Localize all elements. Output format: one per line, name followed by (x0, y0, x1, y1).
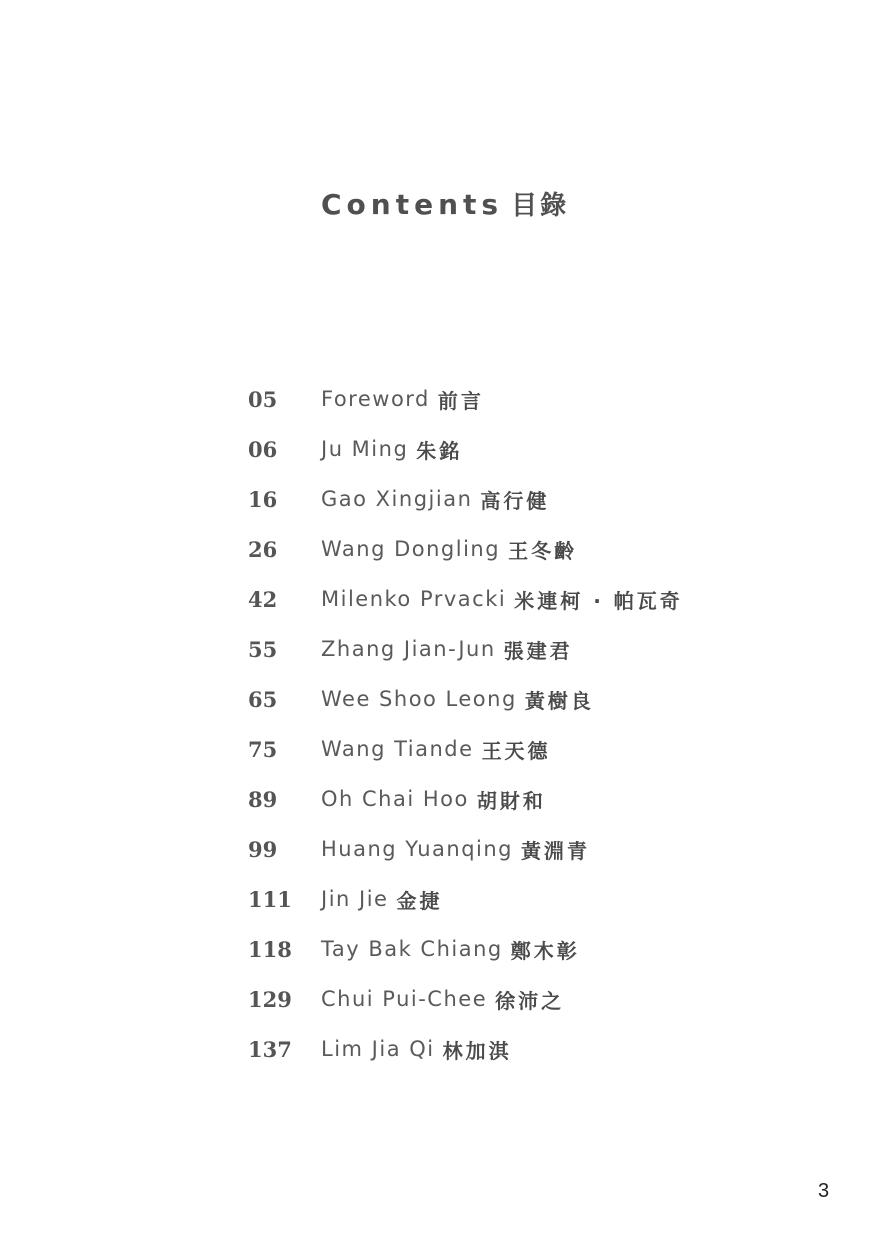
toc-page-number: 06 (248, 436, 278, 462)
toc-entry-wee-shoo-leong[interactable] (248, 674, 808, 724)
table-of-contents (248, 374, 808, 1074)
toc-entry-jin-jie[interactable] (248, 874, 808, 924)
toc-entry-title: Huang Yuanqing (321, 837, 513, 861)
toc-entry-title: Tay Bak Chiang (321, 937, 503, 961)
toc-entry-oh-chai-hoo[interactable] (248, 774, 808, 824)
toc-entry-huang-yuanqing[interactable] (248, 824, 808, 874)
toc-entry-chinese-title: 胡財和 (476, 788, 546, 813)
toc-entry-chinese-title: 王天德 (481, 738, 551, 763)
toc-page-number: 99 (248, 836, 278, 862)
toc-page-number: 111 (248, 886, 292, 912)
toc-page-number: 26 (248, 536, 278, 562)
toc-page-number: 16 (248, 486, 278, 512)
toc-entry-zhang-jian-jun[interactable] (248, 624, 808, 674)
toc-page-number: 75 (248, 736, 278, 762)
toc-entry-lim-jia-qi[interactable] (248, 1024, 808, 1074)
toc-entry-chinese-title: 林加淇 (442, 1038, 512, 1063)
toc-entry-title: Chui Pui-Chee (321, 987, 488, 1011)
toc-entry-title: Wang Tiande (321, 737, 474, 761)
toc-entry-title: Wee Shoo Leong (321, 687, 517, 711)
toc-page-number: 65 (248, 686, 278, 712)
toc-entry-gao-xingjian[interactable] (248, 474, 808, 524)
page-title-chinese: 目錄 (511, 191, 570, 221)
toc-entry-chinese-title: 高行健 (480, 488, 550, 513)
toc-entry-wang-dongling[interactable] (248, 524, 808, 574)
toc-entry-wang-tiande[interactable] (248, 724, 808, 774)
toc-page-number: 89 (248, 786, 278, 812)
page-title (321, 183, 569, 223)
toc-entry-title: Milenko Prvacki (321, 587, 507, 611)
toc-entry-chinese-title: 黃淵青 (521, 838, 590, 863)
toc-entry-chinese-title: 徐沛之 (495, 988, 565, 1013)
page-number-folio: 3 (818, 1180, 830, 1202)
toc-entry-title: Oh Chai Hoo (321, 787, 469, 811)
toc-entry-chinese-title: 前言 (437, 388, 484, 413)
toc-page-number: 05 (248, 386, 278, 412)
toc-page-number: 55 (248, 636, 278, 662)
toc-entry-title: Zhang Jian-Jun (321, 637, 496, 661)
toc-page-number: 42 (248, 586, 278, 612)
toc-entry-chinese-title: 朱銘 (416, 438, 463, 463)
toc-entry-title: Jin Jie (321, 887, 389, 911)
toc-page-number: 129 (248, 986, 292, 1012)
toc-entry-chinese-title: 張建君 (503, 638, 573, 663)
toc-entry-title: Lim Jia Qi (321, 1037, 435, 1061)
toc-entry-ju-ming[interactable] (248, 424, 808, 474)
toc-entry-chinese-title: 米連柯 · 帕瓦奇 (514, 588, 683, 613)
toc-entry-chui-pui-chee[interactable] (248, 974, 808, 1024)
toc-page-number: 137 (248, 1036, 292, 1062)
toc-entry-foreword[interactable] (248, 374, 808, 424)
toc-entry-title: Wang Dongling (321, 537, 501, 561)
toc-entry-chinese-title: 鄭木彰 (510, 938, 580, 963)
toc-entry-chinese-title: 黃樹良 (524, 688, 594, 713)
toc-entry-milenko-prvacki[interactable] (248, 574, 808, 624)
toc-entry-tay-bak-chiang[interactable] (248, 924, 808, 974)
toc-entry-title: Ju Ming (321, 437, 409, 461)
toc-entry-title: Gao Xingjian (321, 487, 473, 511)
toc-entry-chinese-title: 金捷 (396, 888, 443, 913)
toc-entry-title: Foreword (321, 387, 430, 411)
toc-entry-chinese-title: 王冬齡 (508, 538, 578, 563)
toc-page-number: 118 (248, 936, 292, 962)
page-title-english: Contents (321, 188, 504, 221)
